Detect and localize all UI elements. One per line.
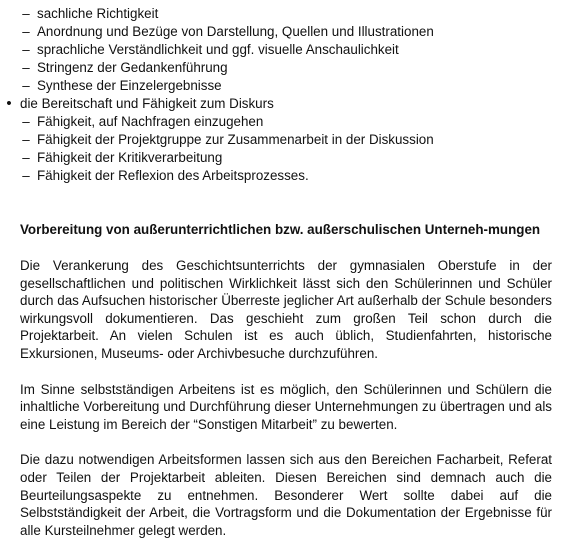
paragraph: Im Sinne selbstständigen Arbeitens ist es möglich, den Schülerinnen und Schülern die inhaltliche Vorbereitung und Durchführung dieser Unternehmungen zu übertragen und als eine Leistung im Bereich der “Sonstigen Mitarbeit” zu bewerten. xyxy=(20,381,552,432)
list-item xyxy=(20,23,552,41)
dash-marker: – xyxy=(22,114,30,129)
document-page xyxy=(6,5,552,539)
list-item xyxy=(20,149,552,167)
list-item xyxy=(3,95,552,113)
bullet-marker: • xyxy=(6,95,12,112)
dash-marker: – xyxy=(22,24,30,39)
criteria-list xyxy=(6,5,552,185)
dash-marker: – xyxy=(22,78,30,93)
list-item xyxy=(20,59,552,77)
list-item-text: Anordnung und Bezüge von Darstellung, Quellen und Illustrationen xyxy=(37,24,434,39)
list-item-text: die Bereitschaft und Fähigkeit zum Diskurs xyxy=(20,96,274,111)
dash-marker: – xyxy=(22,150,30,165)
list-item-text: Fähigkeit, auf Nachfragen einzugehen xyxy=(37,114,264,129)
paragraph: Die Verankerung des Geschichtsunterrichts der gymnasialen Oberstufe in der gesellschaftlichen und politischen Wirklichkeit lässt sich den Schülerinnen und Schüler durch das Aufsuchen historischer Überreste jeglicher Art außerhalb der Schule besonders wirkungsvoll dokumentieren. Das geschieht zum großen Teil schon durch die Projektarbeit. An vielen Schulen ist es auch üblich, Studienfahrten, historische Exkursionen, Museums- oder Archivbesuche durchzuführen. xyxy=(20,258,552,361)
list-item xyxy=(20,131,552,149)
dash-marker: – xyxy=(22,60,30,75)
dash-marker: – xyxy=(22,168,30,183)
dash-marker: – xyxy=(22,132,30,147)
list-item xyxy=(20,5,552,23)
paragraph: Die dazu notwendigen Arbeitsformen lassen sich aus den Bereichen Facharbeit, Referat oder Teilen der Projektarbeit ableiten. Diesen Bereichen sind demnach auch die Beurteilungsaspekte zu entnehmen. Besonderer Wert sollte dabei auf die Selbstständigkeit der Arbeit, die Vortragsform und die Dokumentation der Ergebnisse für alle Kursteilnehmer gelegt werden. xyxy=(20,452,552,538)
list-item xyxy=(20,113,552,131)
list-item-text: sprachliche Verständlichkeit und ggf. visuelle Anschaulichkeit xyxy=(37,42,399,57)
section-heading: Vorbereitung von außerunterrichtlichen bzw. außerschulischen Unterneh-mungen xyxy=(20,222,541,237)
list-item-text: Fähigkeit der Kritikverarbeitung xyxy=(37,150,223,165)
dash-marker: – xyxy=(22,6,30,21)
list-item xyxy=(20,77,552,95)
list-item-text: Fähigkeit der Reflexion des Arbeitsprozesses. xyxy=(37,168,309,183)
list-item xyxy=(20,41,552,59)
list-item-text: Stringenz der Gedankenführung xyxy=(37,60,228,75)
list-item-text: sachliche Richtigkeit xyxy=(37,6,159,21)
list-item-text: Synthese der Einzelergebnisse xyxy=(37,78,222,93)
list-item xyxy=(20,167,552,185)
list-item-text: Fähigkeit der Projektgruppe zur Zusammenarbeit in der Diskussion xyxy=(37,132,434,147)
dash-marker: – xyxy=(22,42,30,57)
